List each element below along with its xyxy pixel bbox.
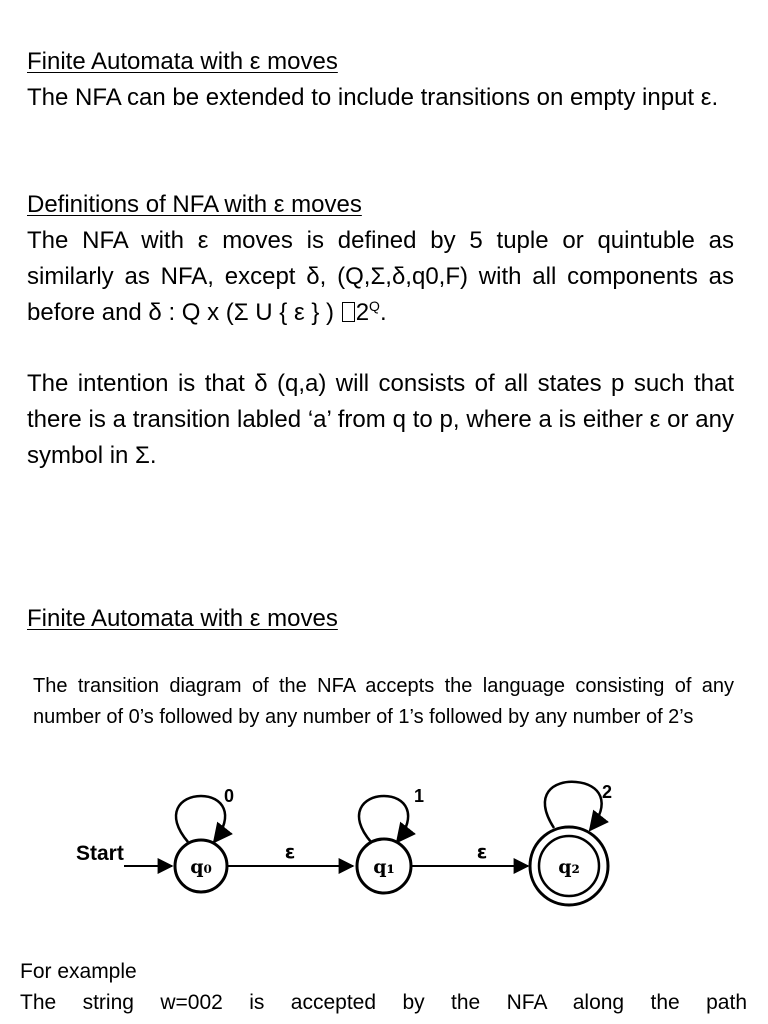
self-loop-q0: [176, 796, 225, 842]
paragraph-language: The transition diagram of the NFA accepts the language consisting of any number of 0’s followed by any number of 1’s followed by any number of 2’s: [33, 675, 734, 728]
edge-label-eps-2: ε: [476, 841, 488, 863]
paragraph-intro: The NFA can be extended to include transitions on empty input ε.: [27, 84, 719, 111]
state-q1: [357, 839, 411, 893]
section-heading-1: Finite Automata with ε moves: [27, 48, 338, 75]
edge-label-eps-1: ε: [284, 841, 296, 863]
arrow-glyph-icon: [342, 302, 355, 322]
loop-label-0: 0: [224, 786, 235, 806]
footer-line-2: The string w=002 is accepted by the NFA along the path: [20, 991, 747, 1014]
definition-text: The NFA with ε moves is defined by 5 tuple or quintuble as similarly as NFA, except δ, (Q,Σ,δ,q0,F) with all components as before and δ : Q x (Σ U { ε } ): [27, 227, 734, 326]
self-loop-q2: [545, 782, 602, 830]
state-q2-accepting: [530, 827, 608, 905]
paragraph-intention: The intention is that δ (q,a) will consists of all states p such that there is a transition labled ‘a’ from q to p, where a is either ε or any symbol in Σ.: [27, 370, 734, 469]
section-heading-2: Definitions of NFA with ε moves: [27, 191, 362, 218]
transition-diagram: [60, 772, 660, 922]
power-base: 2: [355, 299, 370, 326]
state-q2-label: q₂: [558, 856, 580, 878]
state-q1-label: q₁: [373, 856, 395, 878]
start-label: Start: [76, 842, 124, 865]
loop-label-1: 1: [414, 786, 425, 806]
definition-end: .: [379, 299, 387, 326]
state-q0: [175, 840, 227, 892]
loop-label-2: 2: [602, 782, 613, 802]
state-q0-label: q₀: [190, 856, 212, 878]
footer-line-1: For example: [20, 960, 137, 983]
power-exponent: Q: [369, 298, 380, 314]
paragraph-definition: [27, 223, 734, 331]
self-loop-q1: [359, 796, 408, 842]
section-heading-3: Finite Automata with ε moves: [27, 605, 338, 632]
